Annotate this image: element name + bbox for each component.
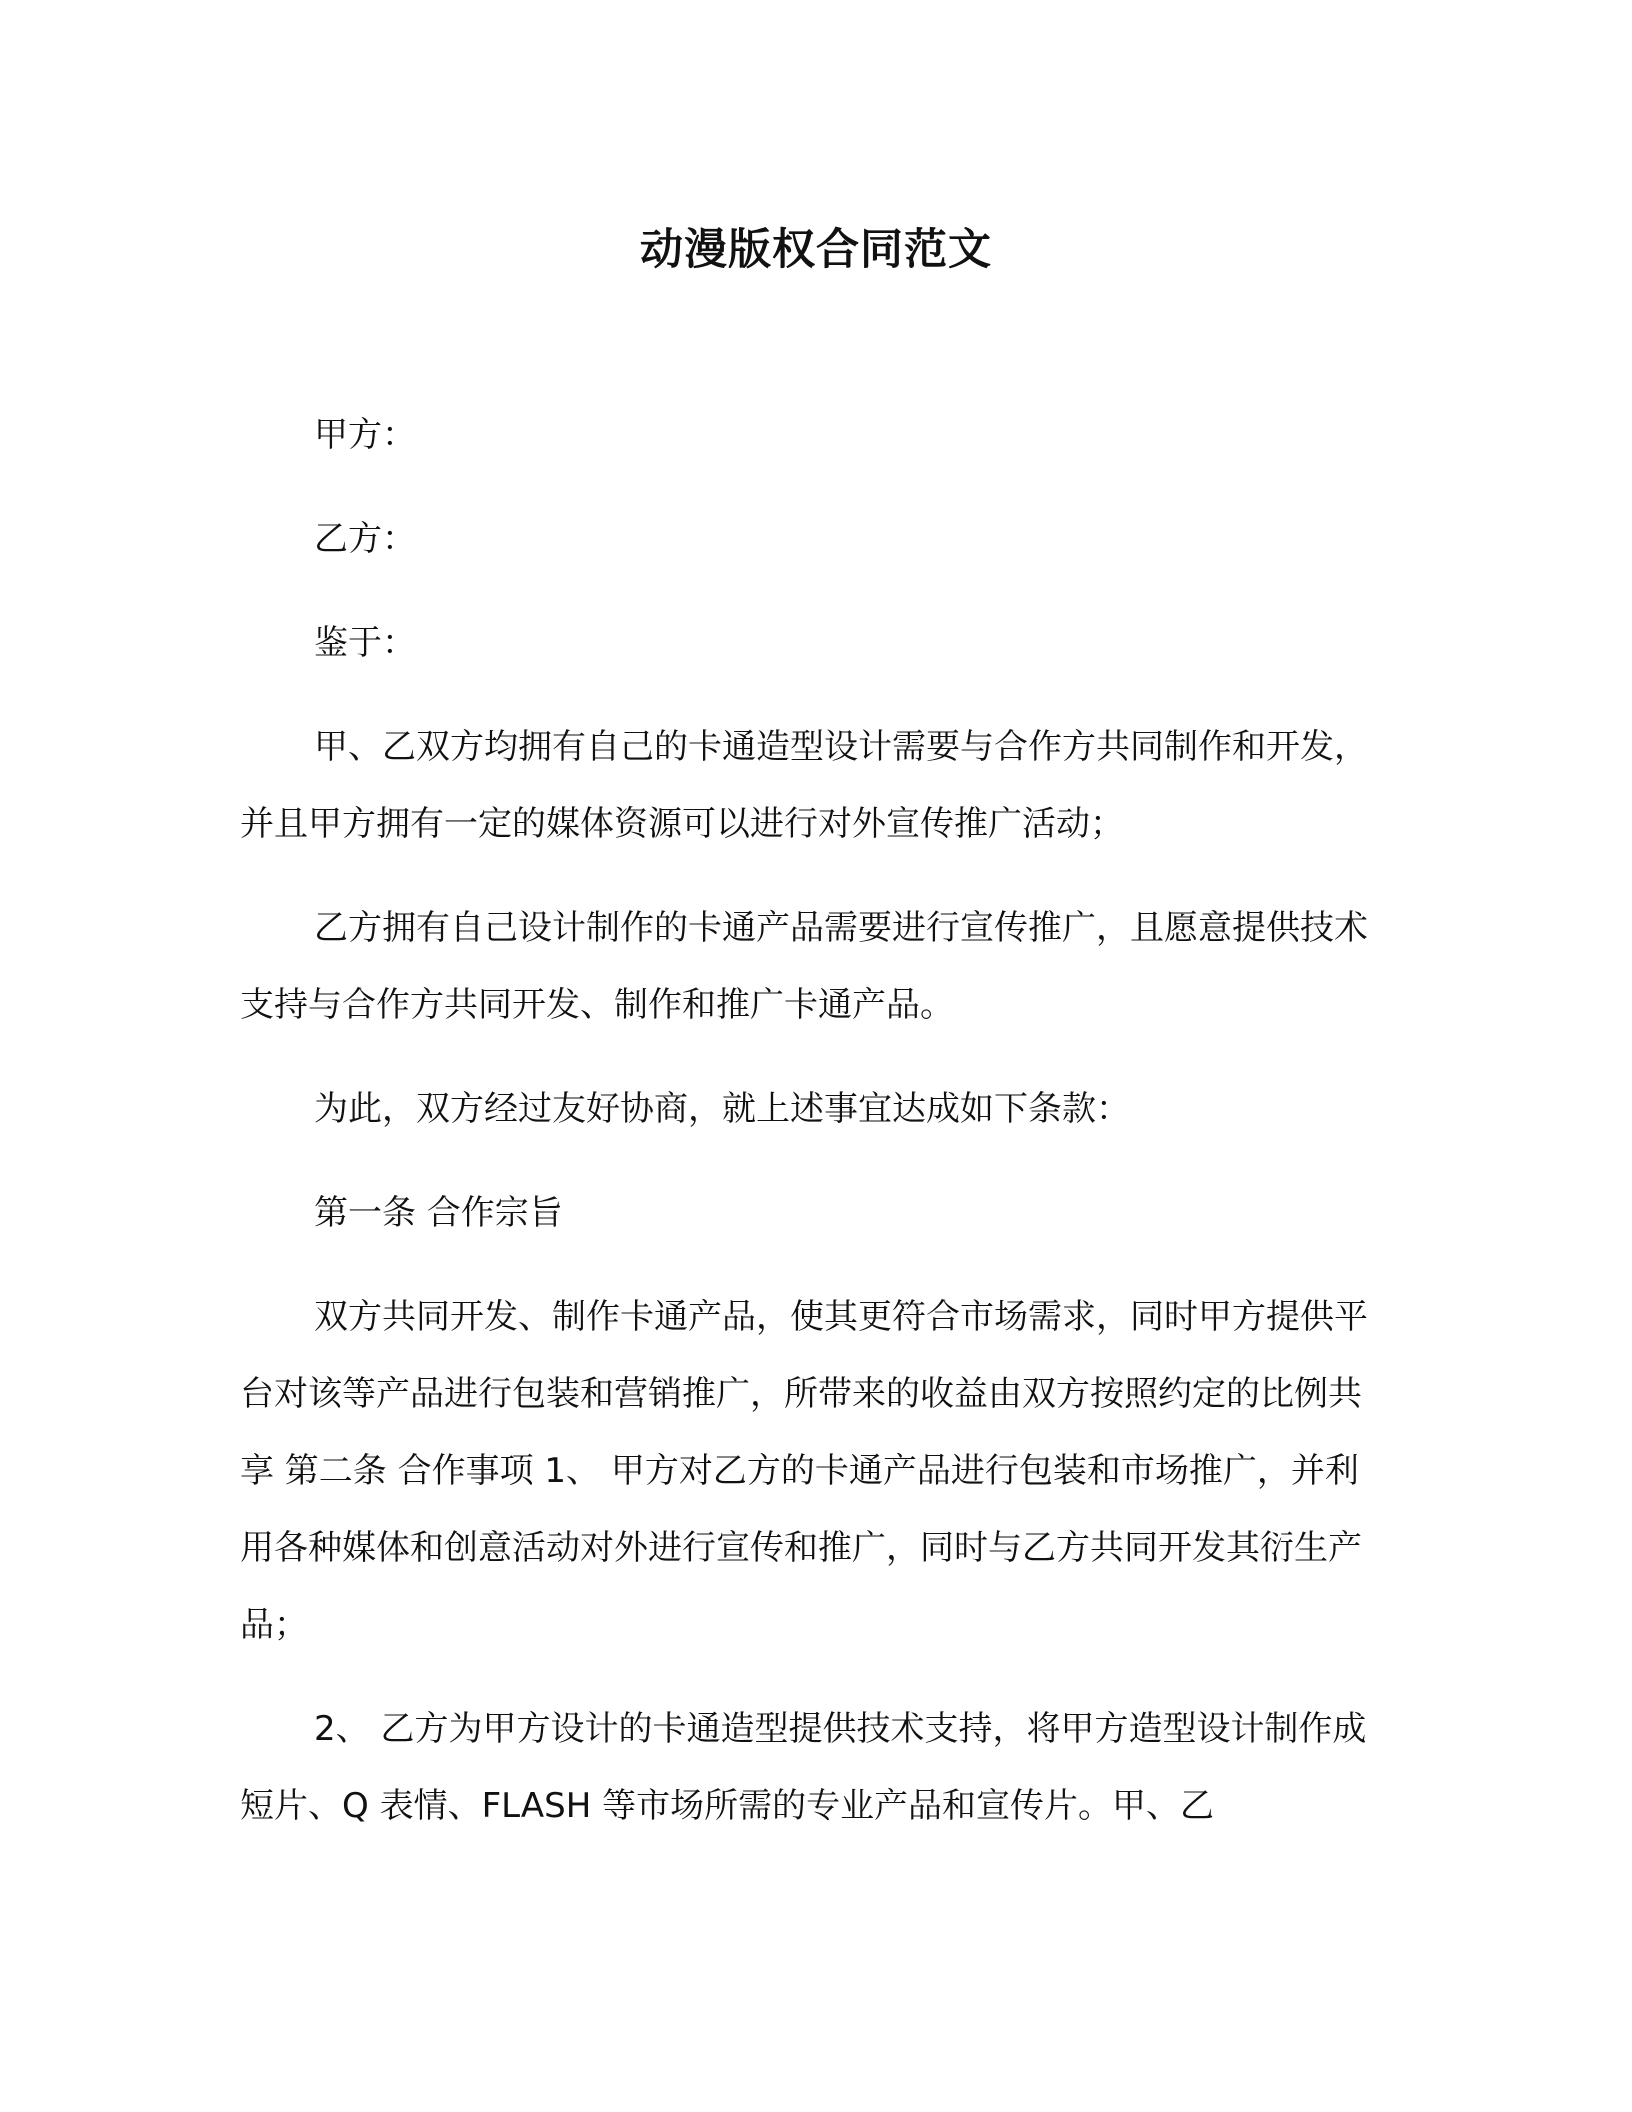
paragraph-article-1-body: 双方共同开发、制作卡通产品，使其更符合市场需求，同时甲方提供平台对该等产品进行包装和营销推广，所带来的收益由双方按照约定的比例共享 第二条 合作事项 1、 甲方对乙方的卡通产品进行包装和市场推广，并利用各种媒体和创意活动对外进行宣传和推广，同时与乙方共同开发其衍生产品； bbox=[240, 1297, 1368, 1645]
paragraph-agreement-intro: 为此，双方经过友好协商，就上述事宜达成如下条款： bbox=[314, 1089, 1130, 1129]
document-title: 动漫版权合同范文 bbox=[640, 225, 992, 275]
paragraph-recital-2: 乙方拥有自己设计制作的卡通产品需要进行宣传推广，且愿意提供技术支持与合作方共同开发、制作和推广卡通产品。 bbox=[240, 908, 1368, 1025]
paragraph-recital-1: 甲、乙双方均拥有自己的卡通造型设计需要与合作方共同制作和开发，并且甲方拥有一定的媒体资源可以进行对外宣传推广活动； bbox=[240, 727, 1368, 844]
whereas-line: 鉴于： bbox=[314, 623, 416, 663]
paragraph-item-2: 2、 乙方为甲方设计的卡通造型提供技术支持，将甲方造型设计制作成短片、Q 表情、FLASH 等市场所需的专业产品和宣传片。甲、乙 bbox=[240, 1709, 1367, 1826]
party-b-line: 乙方： bbox=[314, 519, 416, 559]
party-a-line: 甲方： bbox=[314, 415, 416, 455]
document-body bbox=[240, 397, 1380, 1845]
article-1-heading: 第一条 合作宗旨 bbox=[314, 1193, 563, 1233]
